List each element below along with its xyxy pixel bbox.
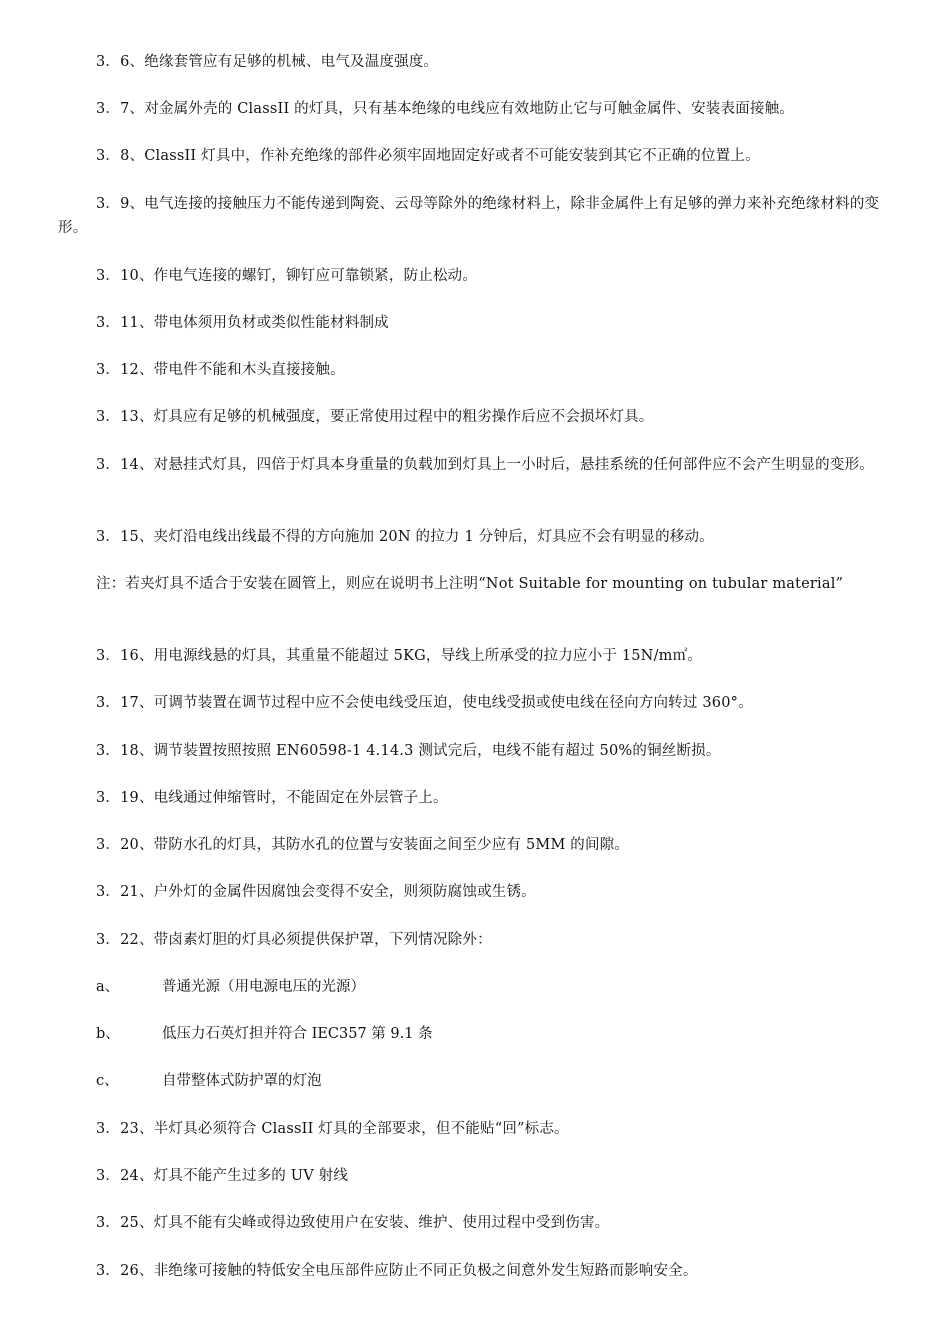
clause-text: 3．26、非绝缘可接触的特低安全电压部件应防止不同正负极之间意外发生短路而影响安全。 xyxy=(96,1263,698,1279)
clause-3-20 xyxy=(58,833,894,857)
clause-3-9 xyxy=(58,192,894,240)
clause-text: 3．6、绝缘套管应有足够的机械、电气及温度强度。 xyxy=(96,54,439,70)
sub-item-marker: b、 xyxy=(96,1026,120,1042)
clause-text: 3．12、带电件不能和木头直接接触。 xyxy=(96,362,345,378)
clause-3-15 xyxy=(58,525,894,549)
clause-3-7 xyxy=(58,97,894,121)
clause-3-16 xyxy=(58,644,894,668)
clause-3-13 xyxy=(58,405,894,429)
clause-text: 3．11、带电体须用负材或类似性能材料制成 xyxy=(96,315,389,331)
clause-text: 3．22、带卤素灯胆的灯具必须提供保护罩，下列情况除外： xyxy=(96,932,492,948)
clause-text: 3．17、可调节装置在调节过程中应不会使电线受压迫，使电线受损或使电线在径向方向转过 360°。 xyxy=(96,695,753,711)
clause-text: 3．8、ClassII 灯具中，作补充绝缘的部件必须牢固地固定好或者不可能安装到其它不正确的位置上。 xyxy=(96,148,760,164)
clause-3-17 xyxy=(58,691,894,715)
clause-text: 3．21、户外灯的金属件因腐蚀会变得不安全，则须防腐蚀或生锈。 xyxy=(96,884,536,900)
sub-item-text: 低压力石英灯担并符合 IEC357 第 9.1 条 xyxy=(162,1026,433,1042)
clause-3-10 xyxy=(58,264,894,288)
sub-item-b xyxy=(96,1022,433,1046)
clause-text: 3．7、对金属外壳的 ClassII 的灯具，只有基本绝缘的电线应有效地防止它与可触金属件、安装表面接触。 xyxy=(96,101,794,117)
clause-text: 3．15、夹灯沿电线出线最不得的方向施加 20N 的拉力 1 分钟后，灯具应不会有明显的移动。 xyxy=(96,529,714,545)
sub-item-marker: a、 xyxy=(96,979,120,995)
clause-text: 3．25、灯具不能有尖峰或得边致使用户在安装、维护、使用过程中受到伤害。 xyxy=(96,1215,610,1231)
clause-3-22 xyxy=(58,928,894,952)
sub-item-text: 自带整体式防护罩的灯泡 xyxy=(162,1073,322,1089)
clause-text: 3．24、灯具不能产生过多的 UV 射线 xyxy=(96,1168,349,1184)
sub-item-c xyxy=(96,1069,322,1093)
clause-text: 3．14、对悬挂式灯具，四倍于灯具本身重量的负载加到灯具上一小时后，悬挂系统的任何部件应不会产生明显的变形。 xyxy=(96,457,874,473)
clause-3-21 xyxy=(58,880,894,904)
clause-3-25 xyxy=(58,1211,894,1235)
clause-text: 3．23、半灯具必须符合 ClassII 灯具的全部要求，但不能贴“回”标志。 xyxy=(96,1121,569,1137)
clause-3-19 xyxy=(58,786,894,810)
note-paragraph xyxy=(58,572,894,596)
clause-3-6 xyxy=(58,50,894,74)
sub-item-marker: c、 xyxy=(96,1073,119,1089)
note-text: 注：若夹灯具不适合于安装在圆管上，则应在说明书上注明“Not Suitable for mounting on tubular material” xyxy=(96,576,844,592)
clause-text: 3．18、调节装置按照按照 EN60598-1 4.14.3 测试完后，电线不能有超过 50%的铜丝断损。 xyxy=(96,743,721,759)
clause-text: 3．9、电气连接的接触压力不能传递到陶瓷、云母等除外的绝缘材料上，除非金属件上有足够的弹力来补充绝缘材料的变形。 xyxy=(58,196,880,236)
clause-3-26 xyxy=(58,1259,894,1283)
sub-item-a xyxy=(96,975,365,999)
clause-text: 3．13、灯具应有足够的机械强度，要正常使用过程中的粗劣操作后应不会损坏灯具。 xyxy=(96,409,654,425)
clause-3-23 xyxy=(58,1117,894,1141)
clause-text: 3．19、电线通过伸缩管时，不能固定在外层管子上。 xyxy=(96,790,448,806)
clause-3-24 xyxy=(58,1164,894,1188)
clause-3-11 xyxy=(58,311,894,335)
clause-3-18 xyxy=(58,739,894,763)
clause-3-14 xyxy=(58,453,894,477)
sub-item-text: 普通光源（用电源电压的光源） xyxy=(162,979,365,995)
clause-text: 3．20、带防水孔的灯具，其防水孔的位置与安装面之间至少应有 5MM 的间隙。 xyxy=(96,837,630,853)
clause-text: 3．10、作电气连接的螺钉，铆钉应可靠锁紧，防止松动。 xyxy=(96,268,478,284)
clause-3-12 xyxy=(58,358,894,382)
clause-text: 3．16、用电源线悬的灯具，其重量不能超过 5KG，导线上所承受的拉力应小于 15N/m㎡。 xyxy=(96,648,703,664)
clause-3-8 xyxy=(58,144,894,168)
